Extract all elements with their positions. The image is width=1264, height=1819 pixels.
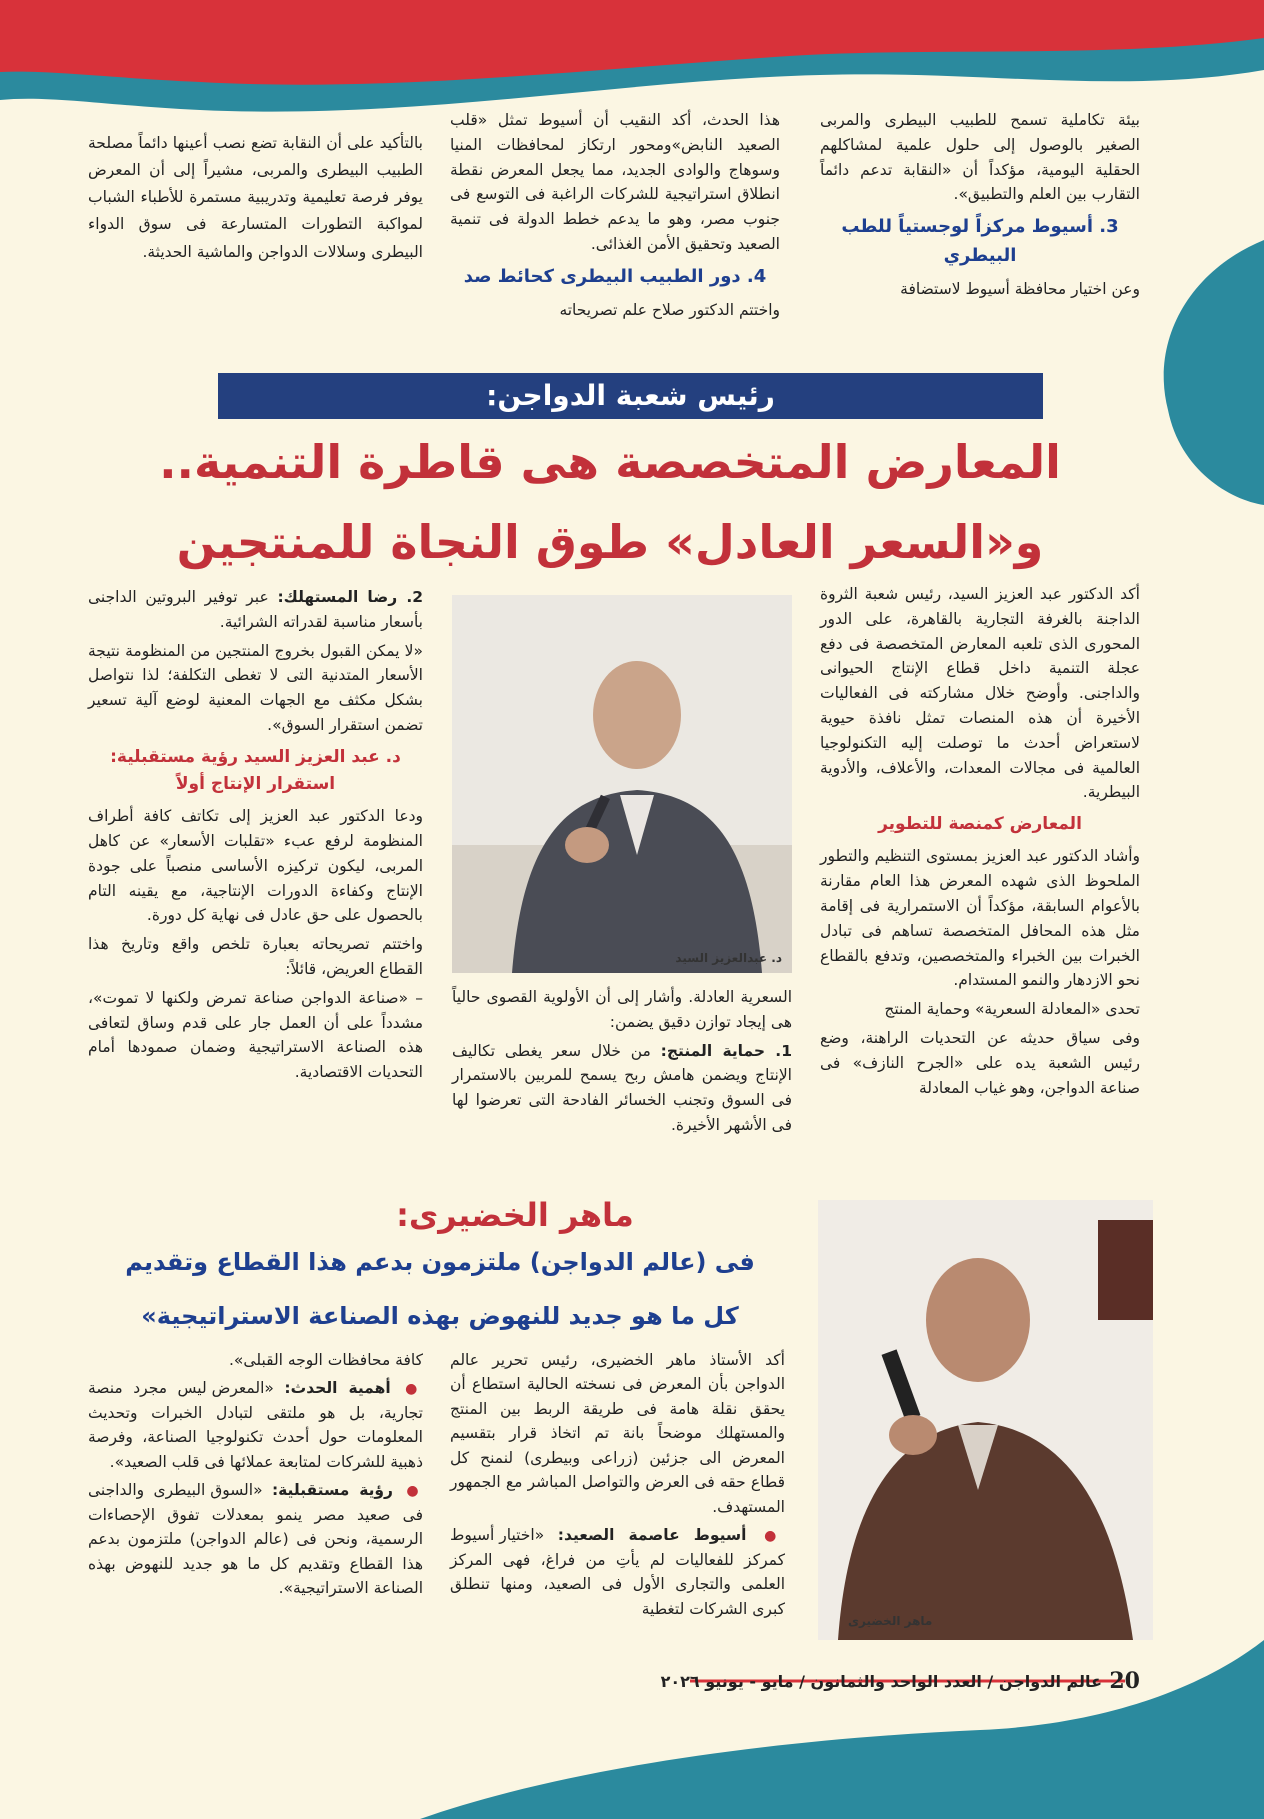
top-col-middle-subheading: 4. دور الطبيب البيطرى كحائط صد [463,265,767,287]
section3-col-left-label1: أهمية الحدث: [284,1379,391,1398]
section2-col-left-para2: «لا يمكن القبول بخروج المنتجين من المنظومة نتيجة الأسعار المتدنية التى لا تغطى التكلفة؛ لذا نتواصل بشكل مكثف مع الجهات المعنية لوضع آلية تسعير تضمن استقرار السوق». [88,641,423,734]
maher-photo-caption: ماهر الخضيرى [848,1614,933,1628]
section2-col-left-subheading: د. عبد العزيز السيد رؤية مستقبلية: استقرار الإنتاج أولاً [110,746,401,794]
section3-headline-line2: فى (عالم الدواجن) ملتزمون بدعم هذا القطاع وتقديم [125,1248,755,1276]
section2-col-right-para4: وفى سياق حديثه عن التحديات الراهنة، وضع رئيس الشعبة يده على «الجرح النازف» فى صناعة الدواجن، وهو غياب المعادلة [820,1028,1140,1097]
section3-col-right-text: «اختيار أسيوط كمركز للفعاليات لم يأتِ من فراغ، فهى المركز العلمى والتجارى الأول فى الصعيد، ومنها تنطلق كبرى الشركات لتغطية [450,1526,785,1618]
section2-col-right-para1: أكد الدكتور عبد العزيز السيد، رئيس شعبة الثروة الداجنة بالغرفة التجارية بالقاهرة، على الدور المحورى الذى تلعبه المعارض المتخصصة فى دفع عجلة التنمية داخل قطاع الإنتاج الحيوانى والداجنى. وأوضح خلال مشاركته فى الفعاليات الأخيرة أن هذه المنصات تمثل نافذة حيوية لاستعراض أحدث ما توصلت إليه التكنولوجيا العالمية فى مجالات المعدات، والأعلاف، والأدوية البيطرية. [820,585,1140,802]
top-col-middle [450,108,780,326]
top-col-right-tail: وعن اختيار محافظة أسيوط لاستضافة [900,279,1140,298]
bottom-teal-wave [420,1640,1264,1819]
top-col-right [820,108,1140,306]
section2-col-middle-para2 [452,1039,792,1138]
section2-col-right [820,582,1140,1104]
section3-col-right-label: أسيوط عاصمة الصعيد: [557,1526,747,1545]
bullet-dot-icon: ● [405,1381,423,1398]
section2-col-left-para5: – «صناعة الدواجن صناعة تمرض ولكنها لا تموت»، مشدداً على أن العمل جار على قدم وساق لتعافى هذه الصناعة الاستراتيجية وضمان صمودها أمام التحديات الاقتصادية. [88,988,423,1082]
section3-headline-name: ماهر الخضيرى: [396,1196,634,1234]
section3-col-left [88,1348,423,1605]
top-col-left-para: بالتأكيد على أن النقابة تضع نصب أعينها دائماً مصلحة الطبيب البيطرى والمربى، مشيراً إلى أن المعرض يوفر فرصة تعليمية وتدريبية مستمرة للأطباء الشباب لمواكبة التطورات المتسارعة فى سوق الدواء البيطرى وسلالات الدواجن والماشية الحديثة. [88,134,423,261]
bullet-dot-icon: ● [406,1483,423,1500]
person-silhouette [452,595,792,973]
section2-col-right-para3: تحدى «المعادلة السعرية» وحماية المنتج [884,1000,1140,1019]
abdelaziz-photo [452,595,792,973]
page-number: 20 [1109,1668,1140,1694]
section3-col-left-text2: «السوق البيطرى والداجنى فى صعيد مصر ينمو بمعدلات تفوق الإحصاءات الرسمية، ونحن فى (عالم الدواجن) ملتزمون بدعم هذا القطاع وتقديم كل ما هو جديد للنهوض بهذه الصناعة الاستراتيجية». [88,1481,423,1598]
section3-col-left-para0: كافة محافظات الوجه القبلى». [228,1351,423,1369]
section2-col-left-para3: ودعا الدكتور عبد العزيز إلى تكاتف كافة أطراف المنظومة لرفع عبء «تقلبات الأسعار» عن كاهل المربى، ليكون تركيزه الأساسى منصباً على جودة الإنتاج وكفاءة الدورات الإنتاجية، مع يقينه التام بالحصول على حق عادل فى نهاية كل دورة. [88,807,423,925]
section2-col-middle-label: 1. حماية المنتج: [660,1041,792,1060]
section3-headline-line3: كل ما هو جديد للنهوض بهذه الصناعة الاستراتيجية» [141,1302,739,1330]
section3-col-right-para2 [450,1523,785,1621]
section2-col-middle-para1: السعرية العادلة. وأشار إلى أن الأولوية القصوى حالياً هى إيجاد توازن دقيق يضمن: [452,988,792,1031]
section3-col-right-para1: أكد الأستاذ ماهر الخضيرى، رئيس تحرير عالم الدواجن بأن المعرض فى نسخته الحالية استطاع أن يحقق نقلة هامة فى طريقة الربط بين المنتج والمستهلك موضحاً بانة تم اتخاذ قرار بتقسيم المعرض الى جزئين (زراعى وبيطرى) لنمنح كل قطاع حقه فى العرض والتواصل المباشر مع الجمهور المستهدف. [450,1351,785,1516]
maher-photo [818,1200,1153,1640]
section2-col-right-para2: وأشاد الدكتور عبد العزيز بمستوى التنظيم والتطور الملحوظ الذى شهده المعرض هذا العام مقارنة بالأعوام السابقة، مؤكداً أن الاستمرارية فى إقامة مثل هذه المحافل المتخصصة تساهم فى تبادل الخبرات بين الخبراء والمتخصصين، وتدفع بالقطاع نحو الازدهار والنمو المستدام. [820,847,1140,990]
section2-col-left-para1 [88,585,423,635]
section2-col-left-label: 2. رضا المستهلك: [277,588,423,606]
top-col-right-para: بيئة تكاملية تسمح للطبيب البيطرى والمربى الصغير بالوصول إلى حلول علمية لمشاكلهم الحقلية اليومية، مؤكداً أن «النقابة تدعم دائماً التقارب بين العلم والتطبيق». [820,111,1140,204]
footer [620,1668,1140,1698]
top-col-left [88,130,423,270]
section2-col-left-text1: عبر توفير البروتين الداجنى بأسعار مناسبة لقدراته الشرائية. [88,588,423,631]
top-col-right-subheading: 3. أسيوط مركزاً لوجستياً للطب البيطري [841,216,1119,266]
section2-col-left [88,585,423,1089]
top-col-middle-para: هذا الحدث، أكد النقيب أن أسيوط تمثل «قلب الصعيد النابض»ومحور ارتكاز لمحافظات المنيا وسوهاج والوادى الجديد، مما يجعل المعرض نقطة انطلاق استراتيجية للشركات الراغبة فى التوسع فى جنوب مصر، وهو ما يدعم خطط الدولة فى تنمية الصعيد وتحقيق الأمن الغذائى. [450,111,780,253]
section3-col-left-para1 [88,1376,423,1474]
section3-col-left-para2 [88,1478,423,1600]
top-col-middle-tail: واختتم الدكتور صلاح علم تصريحاته [559,300,780,319]
section3-col-left-label2: رؤية مستقبلية: [271,1481,393,1500]
section2-headline-line2: و«السعر العادل» طوق النجاة للمنتجين [176,515,1044,569]
section2-headline-line1: المعارض المتخصصة هى قاطرة التنمية.. [159,435,1061,489]
section2-col-middle [452,985,792,1142]
bullet-dot-icon: ● [764,1528,785,1545]
abdelaziz-photo-caption: د. عبدالعزيز السيد [675,951,782,965]
section2-col-right-subheading: المعارض كمنصة للتطوير [878,814,1082,835]
section3-col-right [450,1348,785,1625]
section2-col-middle-text: من خلال سعر يغطى تكاليف الإنتاج ويضمن هامش ربح يسمح للمربين بالاستمرار فى السوق وتجنب الخسائر الفادحة التى تعرضوا لها فى الأشهر الأخيرة. [452,1041,792,1134]
section2-banner: رئيس شعبة الدواجن: [218,373,1043,419]
section2-col-left-para4: واختتم تصريحاته بعبارة تلخص واقع وتاريخ هذا القطاع العريض، قائلاً: [88,935,423,978]
maher-silhouette [818,1200,1153,1640]
right-teal-blob [1164,240,1264,505]
section3-col-left-text1: «المعرض ليس مجرد منصة تجارية، بل هو ملتقى لتبادل الخبرات وتحديث المعلومات حول أحدث تكنولوجيا الصناعة، وفرصة ذهبية للشركات لمتابعة عملائها فى قلب الصعيد». [88,1379,423,1471]
footer-text: عالم الدواجن / العدد الواحد والثمانون / مايو - يونيو ٢٠٢٦ [660,1672,1102,1691]
